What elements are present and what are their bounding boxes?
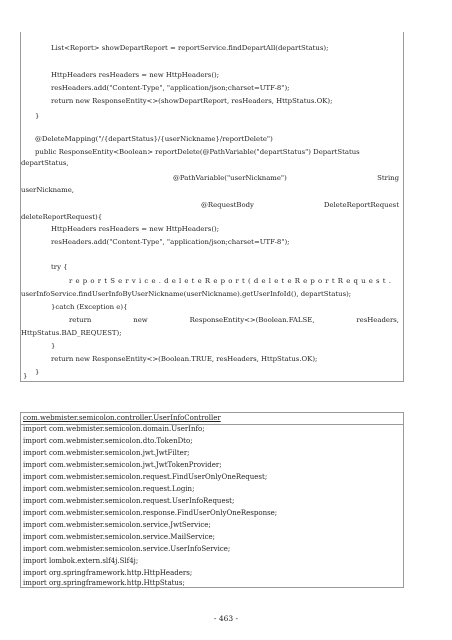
import-line: import com.webmister.semicolon.service.UserInfoService; — [23, 545, 231, 553]
class-path-title: com.webmister.semicolon.controller.UserInfoController — [23, 414, 221, 422]
code-token: new — [133, 316, 148, 324]
code-line-justified — [69, 316, 399, 325]
code-line: HttpStatus.BAD_REQUEST); — [21, 329, 122, 337]
imports-listing-box — [20, 412, 404, 588]
code-line: List<Report> showDepartReport = reportService.findDepartAll(departStatus); — [51, 44, 329, 52]
import-line: import com.webmister.semicolon.domain.UserInfo; — [23, 425, 205, 433]
code-line: }catch (Exception e){ — [51, 303, 128, 311]
code-line: userNickname, — [21, 186, 74, 194]
code-line: reportService.deleteReport(deleteReportRequest. — [69, 277, 395, 285]
code-line: @DeleteMapping("/{departStatus}/{userNickname}/reportDelete") — [35, 135, 273, 143]
import-line: import org.springframework.http.HttpStatus; — [23, 579, 185, 587]
code-line: resHeaders.add("Content-Type", "application/json;charset=UTF-8"); — [51, 238, 290, 246]
code-token: DeleteReportRequest — [323, 201, 399, 209]
code-line: resHeaders.add("Content-Type", "application/json;charset=UTF-8"); — [51, 84, 290, 92]
import-line: import lombok.extern.slf4j.Slf4j; — [23, 557, 139, 565]
import-line: import com.webmister.semicolon.request.FindUserOnlyOneRequest; — [23, 473, 268, 481]
code-line: public ResponseEntity<Boolean> reportDelete(@PathVariable("departStatus") DepartStatus — [35, 148, 360, 156]
code-line: deleteReportRequest){ — [21, 213, 103, 221]
import-line: import com.webmister.semicolon.service.MailService; — [23, 533, 216, 541]
import-line: import com.webmister.semicolon.response.FindUserOnlyOneResponse; — [23, 509, 278, 517]
import-line: import com.webmister.semicolon.request.Login; — [23, 485, 195, 493]
class-path-header — [21, 413, 403, 425]
code-line-justified — [201, 201, 399, 210]
code-line: return new ResponseEntity<>(showDepartReport, resHeaders, HttpStatus.OK); — [51, 97, 333, 105]
import-line: import com.webmister.semicolon.dto.TokenDto; — [23, 437, 193, 445]
page-number: - 463 - — [213, 614, 239, 623]
code-token: resHeaders, — [356, 316, 399, 324]
code-line: } — [35, 368, 40, 376]
code-listing-box — [20, 32, 404, 382]
import-line: import com.webmister.semicolon.jwt.JwtFilter; — [23, 449, 190, 457]
code-line-justified — [173, 174, 399, 183]
code-line: } — [35, 112, 40, 120]
import-line: import com.webmister.semicolon.request.UserInfoRequest; — [23, 497, 235, 505]
code-line: HttpHeaders resHeaders = new HttpHeaders(); — [51, 71, 220, 79]
code-line: try { — [51, 263, 68, 271]
code-token: @RequestBody — [201, 201, 254, 209]
code-line: } — [51, 342, 56, 350]
code-line: userInfoService.findUserInfoByUserNickname(userNickname).getUserInfoId(), departStatus); — [21, 290, 352, 298]
code-line: } — [23, 372, 28, 380]
code-token: String — [377, 174, 399, 182]
import-line: import com.webmister.semicolon.jwt.JwtTokenProvider; — [23, 461, 222, 469]
import-line: import org.springframework.http.HttpHeaders; — [23, 569, 193, 577]
code-token: return — [69, 316, 92, 324]
code-line: departStatus, — [21, 159, 69, 167]
code-line: HttpHeaders resHeaders = new HttpHeaders(); — [51, 225, 220, 233]
import-line: import com.webmister.semicolon.service.JwtService; — [23, 521, 211, 529]
code-line: return new ResponseEntity<>(Boolean.TRUE, resHeaders, HttpStatus.OK); — [51, 355, 318, 363]
code-token: @PathVariable("userNickname") — [173, 174, 287, 182]
code-token: ResponseEntity<>(Boolean.FALSE, — [189, 316, 315, 324]
